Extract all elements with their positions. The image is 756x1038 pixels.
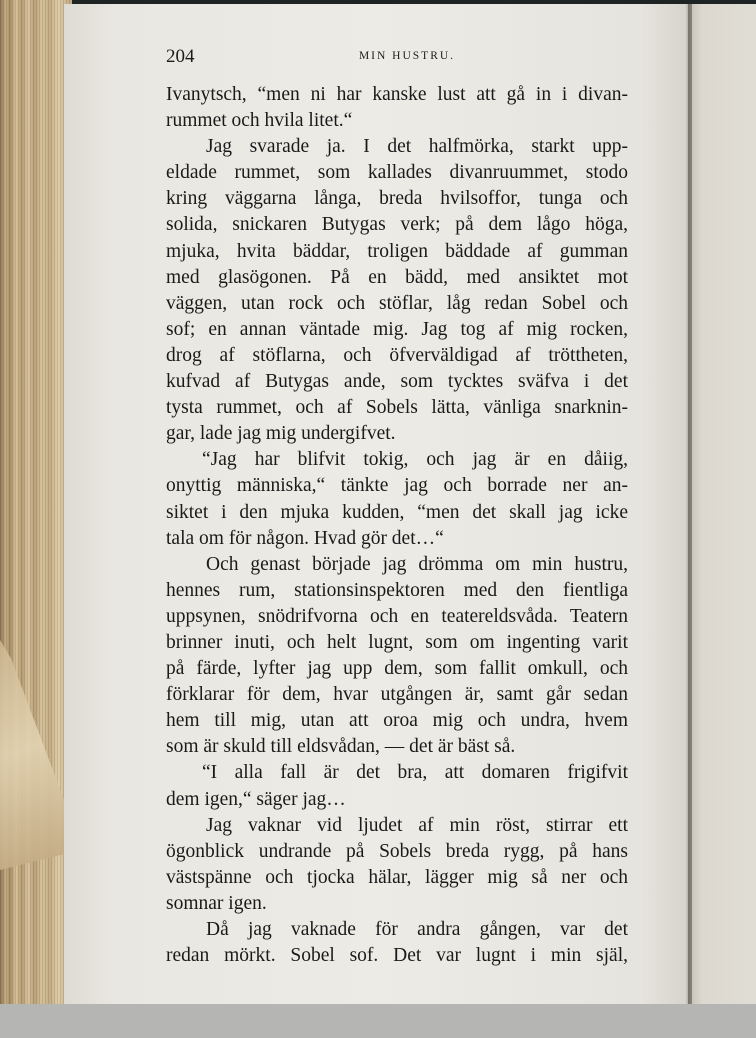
text-line: sof; en annan väntade mig. Jag tog af mig rocken, bbox=[166, 318, 628, 340]
text-line: “Jag har blifvit tokig, och jag är en dåiig, bbox=[202, 449, 628, 471]
text-line: solida, snickaren Butygas verk; på dem lågo höga, bbox=[166, 214, 628, 236]
text-line: tala om för någon. Hvad gör det…“ bbox=[166, 527, 444, 549]
body-text bbox=[166, 82, 628, 969]
text-line: Jag vaknar vid ljudet af min röst, stirrar ett bbox=[206, 814, 628, 836]
text-line: redan mörkt. Sobel sof. Det var lugnt i min själ, bbox=[166, 945, 628, 967]
text-line: somnar igen. bbox=[166, 892, 267, 914]
text-line: Och genast började jag drömma om min hustru, bbox=[206, 553, 628, 575]
text-line: kufvad af Butygas ande, som tycktes sväfva i det bbox=[166, 371, 628, 393]
page-number: 204 bbox=[166, 46, 195, 67]
text-line: Ivanytsch, “men ni har kanske lust att gå in i divan- bbox=[166, 84, 628, 105]
text-line: siktet i den mjuka kudden, “men det skall jag icke bbox=[166, 501, 628, 523]
text-line: hem till mig, utan att oroa mig och undra, hvem bbox=[166, 710, 628, 732]
text-line: kring väggarna långa, breda hvilsoffor, tunga och bbox=[166, 188, 628, 210]
text-line: med glasögonen. På en bädd, med ansiktet mot bbox=[166, 266, 628, 288]
text-line: hennes rum, stationsinspektoren med den fientliga bbox=[166, 579, 628, 601]
text-line: tysta rummet, och af Sobels lätta, vänliga snarknin- bbox=[166, 397, 628, 419]
text-line: på färde, lyfter jag upp dem, som fallit omkull, och bbox=[166, 658, 628, 680]
text-line: uppsynen, snödrifvorna och en teatereldsvåda. Teatern bbox=[166, 605, 628, 627]
text-line: som är skuld till eldsvådan, — det är bäst så. bbox=[166, 736, 516, 758]
text-line: onyttig människa,“ tänkte jag och borrade ner an- bbox=[166, 475, 628, 497]
facing-page-edge bbox=[688, 4, 756, 1004]
text-line: västspänne och tjocka hälar, lägger mig så ner och bbox=[166, 866, 628, 888]
text-line: Jag svarade ja. I det halfmörka, starkt upp- bbox=[206, 136, 628, 158]
text-line: “I alla fall är det bra, att domaren frigifvit bbox=[202, 762, 628, 784]
text-line: brinner inuti, och helt lugnt, som om ingenting varit bbox=[166, 631, 628, 653]
text-line: drog af stöflarna, och öfverväldigad af tröttheten, bbox=[166, 344, 628, 366]
text-line: ögonblick undrande på Sobels breda rygg, på hans bbox=[166, 840, 628, 862]
text-line: eldade rummet, som kallades divanruummet, stodo bbox=[166, 162, 628, 184]
text-line: förklarar för dem, hvar utgången är, samt går sedan bbox=[166, 684, 628, 706]
gutter-shadow bbox=[686, 4, 692, 1004]
page-header bbox=[166, 46, 628, 76]
scan-bottom-band bbox=[0, 1004, 756, 1038]
text-line: väggen, utan rock och stöflar, låg redan Sobel och bbox=[166, 292, 628, 314]
text-line: Då jag vaknade för andra gången, var det bbox=[206, 919, 628, 940]
text-line: mjuka, hvita bäddar, troligen bäddade af gumman bbox=[166, 240, 628, 262]
text-line: gar, lade jag mig undergifvet. bbox=[166, 423, 396, 445]
running-head: MIN HUSTRU. bbox=[358, 50, 456, 62]
text-line: dem igen,“ säger jag… bbox=[166, 788, 346, 810]
text-line: rummet och hvila litet.“ bbox=[166, 110, 353, 132]
